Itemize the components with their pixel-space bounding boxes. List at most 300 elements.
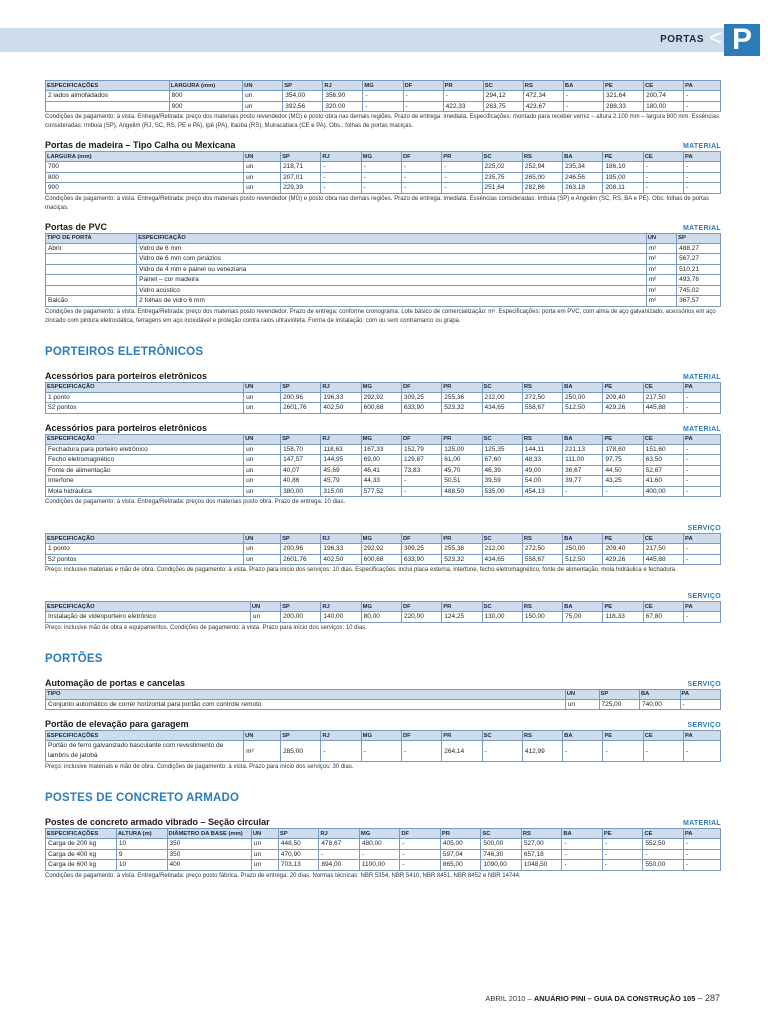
table-cell: 45,69 xyxy=(321,465,361,476)
category-label: SERVIÇO xyxy=(687,593,721,600)
table-row xyxy=(46,839,721,850)
table-cell: 567,27 xyxy=(677,254,721,265)
column-header: MG xyxy=(361,731,401,741)
column-header: PA xyxy=(684,434,721,444)
table-cell: - xyxy=(401,162,441,173)
table-cell: 54,00 xyxy=(522,476,562,487)
table-cell: - xyxy=(401,183,441,194)
table-cell: 480,00 xyxy=(359,839,400,850)
table-cell: 61,00 xyxy=(442,455,482,466)
table-cell: 130,00 xyxy=(482,612,522,623)
column-header: SP xyxy=(281,534,321,544)
column-header: RS xyxy=(523,81,563,91)
table-cell: un xyxy=(244,403,281,414)
table-cell: 208,11 xyxy=(603,183,643,194)
column-header: DF xyxy=(401,152,441,162)
table-cell xyxy=(46,264,137,275)
table-cell: 43,25 xyxy=(603,476,643,487)
table-cell xyxy=(46,275,137,286)
table-row xyxy=(46,392,721,403)
table-cell: - xyxy=(684,183,721,194)
table-cell: 235,34 xyxy=(563,162,603,173)
column-header: BA xyxy=(563,534,603,544)
table-cell: un xyxy=(244,444,281,455)
table-cell: 600,68 xyxy=(361,554,401,565)
table-cell: - xyxy=(361,172,401,183)
column-header: SC xyxy=(482,534,522,544)
table-cell: un xyxy=(244,476,281,487)
table-cell: 512,50 xyxy=(563,403,603,414)
table-title: Automação de portas e cancelas xyxy=(45,677,186,688)
column-header: PE xyxy=(603,81,643,91)
column-header: MG xyxy=(361,534,401,544)
table-cell: 40,07 xyxy=(281,465,321,476)
table-cell: 412,99 xyxy=(522,741,562,762)
column-header: RJ xyxy=(321,731,361,741)
table-cell: 209,40 xyxy=(603,392,643,403)
column-header: LARGURA (mm) xyxy=(169,81,243,91)
table-cell: m² xyxy=(646,243,676,254)
price-table xyxy=(45,151,721,194)
table-cell: 10 xyxy=(116,860,167,871)
table-cell: 745,02 xyxy=(677,285,721,296)
page-footer xyxy=(485,993,720,1003)
column-header: UN xyxy=(244,382,281,392)
table-cell: 39,59 xyxy=(482,476,522,487)
column-header: LARGURA (mm) xyxy=(46,152,244,162)
column-header: PE xyxy=(603,434,643,444)
table-cell: - xyxy=(602,860,643,871)
table-cell: 250,00 xyxy=(563,544,603,555)
table-cell: 45,70 xyxy=(442,465,482,476)
column-header: BA xyxy=(563,602,603,612)
table-header-row xyxy=(46,233,721,243)
column-header: SC xyxy=(482,602,522,612)
column-header: PE xyxy=(603,534,643,544)
table-cell: - xyxy=(643,849,684,860)
table-cell: 2 folhas de vidro 6 mm xyxy=(137,296,647,307)
table-cell: - xyxy=(482,741,522,762)
table-cell: 900 xyxy=(169,101,243,112)
table-cell: 125,35 xyxy=(482,444,522,455)
table-cell: un xyxy=(244,172,281,183)
price-table-block xyxy=(45,675,721,711)
table-cell: 196,33 xyxy=(321,392,361,403)
column-header: BA xyxy=(563,152,603,162)
table-cell xyxy=(46,285,137,296)
table-title-row xyxy=(45,420,721,433)
column-header: CE xyxy=(643,602,683,612)
table-cell: 246,56 xyxy=(563,172,603,183)
table-cell: 429,26 xyxy=(603,554,643,565)
table-cell: Balcão xyxy=(46,296,137,307)
table-cell: - xyxy=(684,162,721,173)
column-header: ESPECIFICAÇÃO xyxy=(137,233,647,243)
table-cell: 118,33 xyxy=(603,612,643,623)
table-row xyxy=(46,465,721,476)
column-header: PA xyxy=(684,382,721,392)
table-cell: - xyxy=(683,860,720,871)
column-header: PA xyxy=(684,602,721,612)
column-header: SP xyxy=(283,81,323,91)
table-row xyxy=(46,183,721,194)
footer-publication-title: ANUÁRIO PINI – GUIA DA CONSTRUÇÃO 105 xyxy=(533,994,696,1003)
table-cell: 52 pontos xyxy=(46,554,244,565)
table-cell: 180,00 xyxy=(644,101,684,112)
table-row xyxy=(46,699,721,710)
page-number: – 287 xyxy=(697,993,720,1003)
table-row xyxy=(46,162,721,173)
column-header: ESPECIFICAÇÕES xyxy=(46,731,244,741)
table-cell: 523,32 xyxy=(442,554,482,565)
table-cell: 488,50 xyxy=(442,486,482,497)
table-cell: - xyxy=(563,486,603,497)
column-header: SC xyxy=(483,81,523,91)
table-cell: - xyxy=(684,612,721,623)
table-cell xyxy=(46,101,170,112)
table-cell: m² xyxy=(646,285,676,296)
table-row xyxy=(46,612,721,623)
table-cell: 552,50 xyxy=(643,839,684,850)
table-cell: 1090,00 xyxy=(481,860,522,871)
column-header: SP xyxy=(281,152,321,162)
column-header: UN xyxy=(250,602,280,612)
column-header: SP xyxy=(281,382,321,392)
table-cell: 315,00 xyxy=(321,486,361,497)
column-header: MG xyxy=(361,382,401,392)
table-row xyxy=(46,254,721,265)
table-note: Preço: inclusive materiais e mão de obra. Condições de pagamento: à vista. Prazo para início dos serviços: 30 dias. xyxy=(45,764,354,770)
table-cell: 52,67 xyxy=(643,465,683,476)
column-header: PR xyxy=(442,534,482,544)
table-note: Condições de pagamento: à vista. Entrega/Retirada: preço dos materiais posto revendedor (MG) e posto obra nas demais regiões. Prazo de entrega: imediata. Especificações: montado para receber verniz – altura 2.100 mm – largura 800 mm. Essências consideradas: Imbuia (SP), Angelim (RJ, SC, RS, PE e PA), Ipê (PA), Itaúba (RS), Muiracatiara (CE e PA). Obs.: folhas de portas maciças. xyxy=(45,114,720,129)
column-header: PE xyxy=(603,602,643,612)
table-title-row xyxy=(45,66,721,79)
table-cell: 46,41 xyxy=(361,465,401,476)
table-cell: 255,36 xyxy=(442,392,482,403)
table-row xyxy=(46,285,721,296)
category-label: MATERIAL xyxy=(682,373,721,381)
column-header: PE xyxy=(602,829,643,839)
table-cell: 402,50 xyxy=(321,403,361,414)
table-cell: - xyxy=(684,476,721,487)
table-cell: 251,64 xyxy=(482,183,522,194)
column-header: PR xyxy=(442,382,482,392)
table-cell: 523,32 xyxy=(442,403,482,414)
table-cell: - xyxy=(321,183,361,194)
table-cell: 400 xyxy=(167,860,251,871)
column-header: ESPECIFICAÇÃO xyxy=(46,534,244,544)
table-title: Portão de elevação para garagem xyxy=(45,719,189,729)
table-cell: 470,90 xyxy=(278,849,319,860)
footer-publication-date: ABRIL 2010 – xyxy=(485,994,532,1003)
table-cell: - xyxy=(563,741,603,762)
table-cell: 63,50 xyxy=(643,455,683,466)
table-cell: Fechadura para porteiro eletrônico xyxy=(46,444,244,455)
price-table-block xyxy=(45,219,721,326)
section-heading: PORTEIROS ELETRÔNICOS xyxy=(45,345,204,358)
table-cell: - xyxy=(602,839,643,850)
table-cell: 380,00 xyxy=(281,486,321,497)
table-cell: 493,76 xyxy=(677,275,721,286)
table-cell: 50,51 xyxy=(442,476,482,487)
table-cell: 39,77 xyxy=(563,476,603,487)
table-cell: - xyxy=(442,162,482,173)
table-cell: Vidro de 6 mm com pinázios xyxy=(137,254,647,265)
table-cell: 75,00 xyxy=(563,612,603,623)
column-header: TIPO xyxy=(46,689,566,699)
table-cell: 350 xyxy=(167,839,251,850)
table-cell: - xyxy=(401,741,441,762)
table-cell: - xyxy=(684,91,721,102)
table-cell: - xyxy=(400,839,441,850)
table-cell: 422,33 xyxy=(443,101,483,112)
table-cell: 263,18 xyxy=(563,183,603,194)
table-cell: 288,33 xyxy=(603,101,643,112)
table-cell: 118,63 xyxy=(321,444,361,455)
category-label: SERVIÇO xyxy=(687,525,721,532)
table-cell: 250,00 xyxy=(563,392,603,403)
column-header: RS xyxy=(522,434,562,444)
column-header: CE xyxy=(643,829,684,839)
table-cell xyxy=(46,254,137,265)
column-header: BA xyxy=(563,382,603,392)
section-heading: PORTÕES xyxy=(45,652,103,665)
table-header-row xyxy=(46,829,721,839)
table-cell: 225,02 xyxy=(482,162,522,173)
column-header: RS xyxy=(522,382,562,392)
table-cell: 252,94 xyxy=(522,162,562,173)
column-header: DF xyxy=(403,81,443,91)
column-header: SP xyxy=(677,233,721,243)
column-header: SP xyxy=(599,689,640,699)
table-cell: m² xyxy=(646,254,676,265)
table-cell: - xyxy=(361,162,401,173)
table-cell: 272,50 xyxy=(522,544,562,555)
table-header-row xyxy=(46,534,721,544)
table-cell: un xyxy=(243,91,283,102)
table-cell: 282,86 xyxy=(522,183,562,194)
column-header: ESPECIFICAÇÕES xyxy=(46,829,117,839)
column-header: MG xyxy=(361,152,401,162)
table-title: Acessórios para porteiros eletrônicos xyxy=(45,422,208,433)
table-note: Preço: inclusive materiais e mão de obra. Condições de pagamento: à vista. Prazo para início dos serviços: 10 dias. Especificações: inclui placa externa, interfone, fecho eletromagnético, fonte de alimentação, mola hidráulica e fechadura. xyxy=(45,567,677,573)
table-cell: 45,79 xyxy=(321,476,361,487)
table-cell: un xyxy=(244,455,281,466)
column-header: MG xyxy=(359,829,400,839)
table-row xyxy=(46,860,721,871)
table-row xyxy=(46,554,721,565)
column-header: PR xyxy=(442,731,482,741)
table-cell: 80,00 xyxy=(361,612,401,623)
table-cell: - xyxy=(684,403,721,414)
table-cell: Vidro de 6 mm xyxy=(137,243,647,254)
table-cell: 294,12 xyxy=(483,91,523,102)
table-header-row xyxy=(46,81,721,91)
column-header: PR xyxy=(442,602,482,612)
table-note: Condições de pagamento: à vista. Entrega/Retirada: preço dos materiais posto revendedor (MG) e posto obra nas demais regiões. Prazo de entrega: imediata. Essências consideradas: Imbuia (SP) e Angelim (SC, RS, BA e PE). Obs: folhas de portas maciças. xyxy=(45,195,710,211)
table-cell: Fecho eletromagnético xyxy=(46,455,244,466)
table-cell: 196,33 xyxy=(321,544,361,555)
table-title-row xyxy=(45,137,721,150)
table-cell: un xyxy=(244,183,281,194)
column-header: MG xyxy=(361,434,401,444)
table-cell: - xyxy=(684,101,721,112)
table-cell: 392,56 xyxy=(283,101,323,112)
table-note: Condições de pagamento: à vista. Entrega/Retirada: preço dos materiais posto revendedor. Prazo de entrega: conforme cronograma. Lote básico de comercialização: m². Especificações: porta em PVC, com alma de aço galvanizado, acessórios em aço zincado com pintura eletrostática, ferragens em aço inoxidável e proteção contra raios ultravioleta. Forma de instalação: com ou sem contramarco ou grapa. xyxy=(45,308,716,324)
category-label: MATERIAL xyxy=(682,820,721,827)
column-header: RJ xyxy=(321,602,361,612)
table-cell: - xyxy=(684,392,721,403)
table-cell: 221,13 xyxy=(563,444,603,455)
table-cell: 111,00 xyxy=(563,455,603,466)
column-header: PR xyxy=(442,152,482,162)
table-cell: 402,50 xyxy=(321,554,361,565)
table-cell: - xyxy=(602,849,643,860)
table-row xyxy=(46,476,721,487)
table-cell: 865,00 xyxy=(440,860,481,871)
table-cell: - xyxy=(401,486,441,497)
table-row xyxy=(46,444,721,455)
column-header: UN xyxy=(646,233,676,243)
table-cell: 633,90 xyxy=(401,554,441,565)
column-header: RS xyxy=(521,829,562,839)
table-header-row xyxy=(46,152,721,162)
column-header: SP xyxy=(281,731,321,741)
category-label: MATERIAL xyxy=(682,425,721,433)
column-header: DF xyxy=(400,829,441,839)
price-table xyxy=(45,533,721,565)
table-cell: 36,67 xyxy=(563,465,603,476)
section-heading: POSTES DE CONCRETO ARMADO xyxy=(45,792,240,804)
table-cell: 535,00 xyxy=(482,486,522,497)
column-header: CE xyxy=(643,434,683,444)
table-cell: 186,10 xyxy=(603,162,643,173)
table-cell: 217,50 xyxy=(643,392,683,403)
column-header: UN xyxy=(251,829,278,839)
column-header: SC xyxy=(482,434,522,444)
table-cell: 600,68 xyxy=(361,403,401,414)
table-cell: m² xyxy=(244,741,281,762)
table-cell: 48,33 xyxy=(522,455,562,466)
price-table xyxy=(45,80,721,112)
column-header: PE xyxy=(603,382,643,392)
table-title-row xyxy=(45,675,721,688)
table-cell: 510,21 xyxy=(677,264,721,275)
table-note: Preço: inclusive mão de obra e equipamentos. Condições de pagamento: à vista. Prazo para início dos serviços: 10 dias. xyxy=(45,624,367,631)
column-header: RJ xyxy=(321,434,361,444)
column-header: RS xyxy=(522,152,562,162)
column-header: MG xyxy=(363,81,403,91)
table-cell: un xyxy=(243,101,283,112)
table-cell: 725,00 xyxy=(599,699,640,710)
table-cell: 52 pontos xyxy=(46,403,244,414)
table-row xyxy=(46,486,721,497)
table-row xyxy=(46,544,721,555)
table-cell: - xyxy=(684,455,721,466)
table-cell: 321,64 xyxy=(603,91,643,102)
column-header: RJ xyxy=(319,829,360,839)
table-cell: 500,00 xyxy=(481,839,522,850)
column-header: SP xyxy=(278,829,319,839)
price-table xyxy=(45,689,721,711)
price-table-block xyxy=(45,137,721,213)
table-cell: - xyxy=(643,162,683,173)
table-cell: 10 xyxy=(116,839,167,850)
table-cell: - xyxy=(359,849,400,860)
price-table xyxy=(45,233,721,307)
table-cell: 212,00 xyxy=(482,392,522,403)
table-cell: - xyxy=(321,172,361,183)
table-cell: m² xyxy=(646,296,676,307)
table-cell: 150,00 xyxy=(522,612,562,623)
table-cell: 740,00 xyxy=(640,699,681,710)
table-cell: 434,65 xyxy=(482,554,522,565)
table-cell: 40,86 xyxy=(281,476,321,487)
chevron-left-icon: < xyxy=(709,25,722,50)
table-cell: 367,57 xyxy=(677,296,721,307)
column-header: PA xyxy=(684,534,721,544)
table-cell: un xyxy=(244,486,281,497)
price-table-block xyxy=(45,716,721,772)
table-cell: 512,50 xyxy=(563,554,603,565)
table-cell: 900 xyxy=(46,183,244,194)
table-cell: 448,50 xyxy=(278,839,319,850)
table-cell: 577,52 xyxy=(361,486,401,497)
column-header: CE xyxy=(644,81,684,91)
table-cell: 264,14 xyxy=(442,741,482,762)
column-header: PA xyxy=(680,689,721,699)
table-cell: - xyxy=(603,486,643,497)
category-label: MATERIAL xyxy=(682,143,721,150)
table-cell: un xyxy=(251,839,278,850)
table-cell: 445,88 xyxy=(643,403,683,414)
table-cell: 1100,00 xyxy=(359,860,400,871)
table-cell: 633,90 xyxy=(401,403,441,414)
table-title-row xyxy=(45,519,721,532)
table-cell: 700 xyxy=(46,162,244,173)
table-title-row xyxy=(45,368,721,381)
column-header: PA xyxy=(684,731,721,741)
column-header: BA xyxy=(563,81,603,91)
table-cell: 49,00 xyxy=(522,465,562,476)
table-row xyxy=(46,296,721,307)
table-header-row xyxy=(46,434,721,444)
column-header: SC xyxy=(482,731,522,741)
section-header-bar xyxy=(0,25,740,52)
table-cell: - xyxy=(563,101,603,112)
table-cell: 178,60 xyxy=(603,444,643,455)
table-title-row xyxy=(45,716,721,729)
column-header: RS xyxy=(522,602,562,612)
table-cell: 200,96 xyxy=(281,392,321,403)
table-cell: 67,80 xyxy=(643,612,683,623)
table-row xyxy=(46,91,721,102)
table-title-row xyxy=(45,587,721,600)
column-header: ESPECIFICAÇÃO xyxy=(46,434,244,444)
table-cell: - xyxy=(684,465,721,476)
column-header: ALTURA (m) xyxy=(116,829,167,839)
column-header: BA xyxy=(640,689,681,699)
table-cell: - xyxy=(361,741,401,762)
table-cell: Fonte de alimentação xyxy=(46,465,244,476)
table-cell: - xyxy=(401,476,441,487)
price-table xyxy=(45,434,721,498)
table-cell: - xyxy=(643,741,683,762)
column-header: PR xyxy=(440,829,481,839)
column-header: PE xyxy=(603,152,643,162)
table-cell: Carga de 400 kg xyxy=(46,849,117,860)
